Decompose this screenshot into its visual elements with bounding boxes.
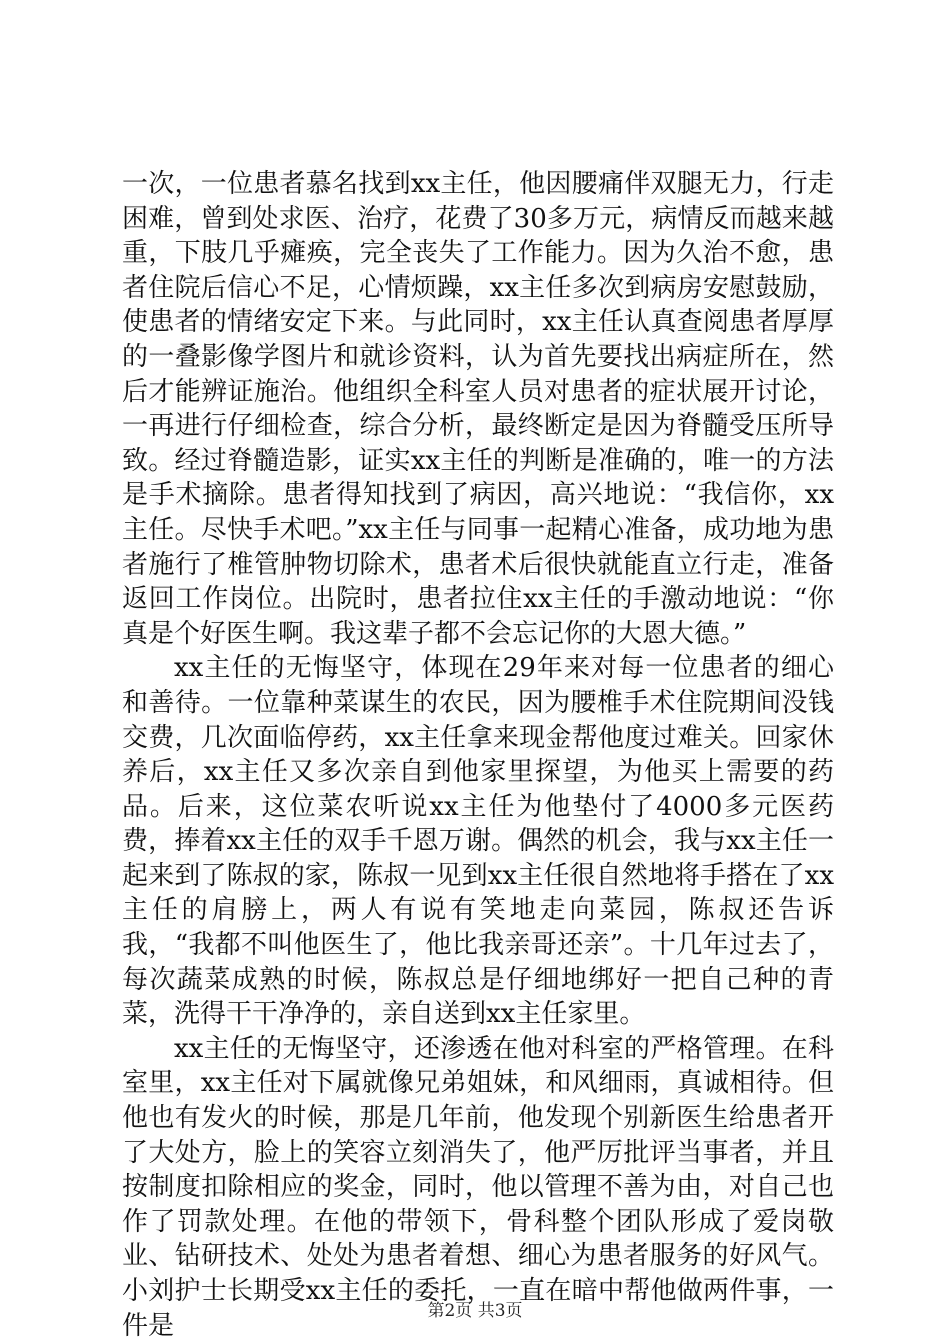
paragraph-1: 一次，一位患者慕名找到xx主任，他因腰痛伴双腿无力，行走困难，曾到处求医、治疗，花费了30多万元，病情反而越来越重，下肢几乎瘫痪，完全丧失了工作能力。因为久治不愈，患者住院后信心不足，心情烦躁，xx主任多次到病房安慰鼓励，使患者的情绪安定下来。与此同时，xx主任认真查阅患者厚厚的一叠影像学图片和就诊资料，认为首先要找出病症所在，然后才能辨证施治。他组织全科室人员对患者的症状展开讨论，一再进行仔细检查，综合分析，最终断定是因为脊髓受压所导致。经过脊髓造影，证实xx主任的判断是准确的，唯一的方法是手术摘除。患者得知找到了病因，高兴地说：“我信你，xx主任。尽快手术吧。”xx主任与同事一起精心准备，成功地为患者施行了椎管肿物切除术，患者术后很快就能直立行走，准备返回工作岗位。出院时，患者拉住xx主任的手激动地说：“你真是个好医生啊。我这辈子都不会忘记你的大恩大德。” <box>122 169 834 649</box>
paragraph-2: xx主任的无悔坚守，体现在29年来对每一位患者的细心和善待。一位靠种菜谋生的农民，因为腰椎手术住院期间没钱交费，几次面临停药，xx主任拿来现金帮他度过难关。回家休养后，xx主任又多次亲自到他家里探望，为他买上需要的药品。后来，这位菜农听说xx主任为他垫付了4000多元医药费，捧着xx主任的双手千恩万谢。偶然的机会，我与xx主任一起来到了陈叔的家，陈叔一见到xx主任很自然地将手搭在了xx主任的肩膀上，两人有说有笑地走向菜园，陈叔还告诉我，“我都不叫他医生了，他比我亲哥还亲”。十几年过去了，每次蔬菜成熟的时候，陈叔总是仔细地绑好一把自己种的青菜，洗得干干净净的，亲自送到xx主任家里。 <box>122 653 834 1030</box>
page-footer: 第2页 共3页 <box>427 1301 523 1321</box>
paragraph-3: xx主任的无悔坚守，还渗透在他对科室的严格管理。在科室里，xx主任对下属就像兄弟姐妹，和风细雨，真诚相待。但他也有发火的时候，那是几年前，他发现个别新医生给患者开了大处方，脸上的笑容立刻消失了，他严厉批评当事者，并且按制度扣除相应的奖金，同时，他以管理不善为由，对自己也作了罚款处理。在他的带领下，骨科整个团队形成了爱岗敬业、钻研技术、处处为患者着想、细心为患者服务的好风气。小刘护士长期受xx主任的委托，一直在暗中帮他做两件事，一件是 <box>122 1033 834 1341</box>
document-body <box>122 167 834 1343</box>
